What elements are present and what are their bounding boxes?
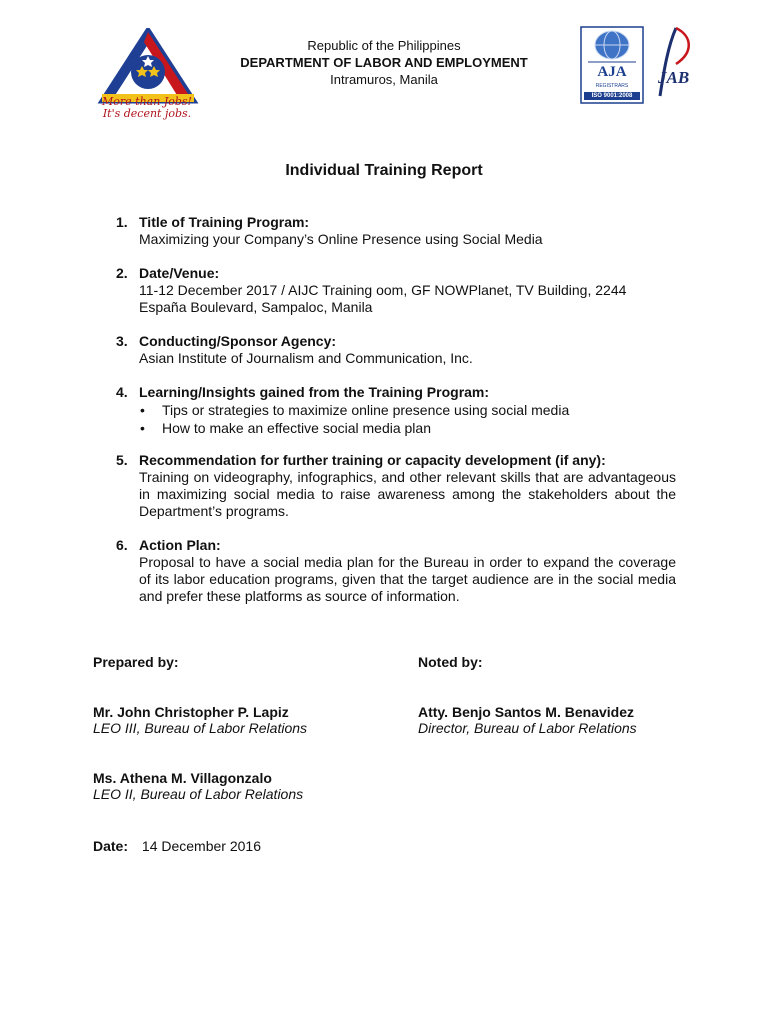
section-body-line2: España Boulevard, Sampaloc, Manila: [139, 299, 373, 315]
prepared-by-label: Prepared by:: [93, 654, 179, 670]
letterhead: [200, 38, 568, 88]
section-number: 1.: [116, 214, 128, 230]
report-title: Individual Training Report: [285, 162, 483, 179]
jab-logo: [646, 26, 700, 98]
preparer1-block: [93, 704, 307, 736]
preparer2-block: [93, 770, 303, 802]
section-body: Maximizing your Company’s Online Presence using Social Media: [139, 231, 543, 247]
dole-tagline: [97, 96, 197, 120]
list-item: • How to make an effective social media plan: [162, 419, 676, 437]
aja-subtext: REGISTRARS: [595, 83, 629, 89]
department-location: Intramuros, Manila: [330, 72, 438, 87]
section-heading: Conducting/Sponsor Agency:: [139, 333, 337, 349]
section-heading: Recommendation for further training or capacity development (if any):: [139, 452, 606, 468]
department-name: DEPARTMENT OF LABOR AND EMPLOYMENT: [240, 55, 528, 70]
section-heading: Learning/Insights gained from the Training Program:: [139, 384, 490, 400]
section-training-title: [116, 214, 676, 248]
section-learnings: [116, 384, 676, 437]
section-action-plan: [116, 537, 676, 605]
learnings-list: [116, 401, 676, 437]
section-number: 6.: [116, 537, 128, 553]
section-body: Asian Institute of Journalism and Communication, Inc.: [139, 350, 473, 366]
preparer1-name: Mr. John Christopher P. Lapiz: [93, 704, 289, 720]
republic-text: Republic of the Philippines: [307, 38, 461, 53]
section-date-venue: [116, 265, 676, 316]
noted-by-label: Noted by:: [418, 654, 483, 670]
list-item: • Tips or strategies to maximize online presence using social media: [162, 401, 676, 419]
preparer1-title: LEO III, Bureau of Labor Relations: [93, 720, 308, 736]
dole-logo: [92, 28, 204, 132]
aja-iso-badge: ISO 9001:2008: [584, 92, 640, 100]
noter-block: [418, 704, 637, 736]
section-recommendation: [116, 452, 676, 520]
date-line: [93, 838, 261, 854]
section-heading: Title of Training Program:: [139, 214, 310, 230]
section-body: Proposal to have a social media plan for the Bureau in order to expand the coverage of its labor education programs, given that the target audience are in the social media and prefer these platforms as source of information.: [139, 554, 676, 604]
section-number: 4.: [116, 384, 128, 400]
preparer2-name: Ms. Athena M. Villagonzalo: [93, 770, 272, 786]
noter-title: Director, Bureau of Labor Relations: [418, 720, 637, 736]
aja-text: AJA: [597, 64, 627, 80]
tagline-line2: It's decent jobs.: [102, 107, 192, 120]
noter-name: Atty. Benjo Santos M. Benavidez: [418, 704, 634, 720]
section-body: Training on videography, infographics, and other relevant skills that are advantageous in maximizing social media to raise awareness among the stakeholders about the Department’s programs.: [139, 469, 676, 519]
section-body-line1: 11-12 December 2017 / AIJC Training oom, GF NOWPlanet, TV Building, 2244: [139, 282, 627, 298]
aja-registrars-logo: [580, 26, 644, 104]
section-number: 5.: [116, 452, 128, 468]
section-sponsor-agency: [116, 333, 676, 367]
date-label: Date:: [93, 838, 129, 854]
preparer2-title: LEO II, Bureau of Labor Relations: [93, 786, 304, 802]
section-heading: Date/Venue:: [139, 265, 220, 281]
date-value: 14 December 2016: [141, 838, 261, 854]
jab-text: JAB: [658, 68, 690, 87]
section-number: 3.: [116, 333, 128, 349]
section-number: 2.: [116, 265, 128, 281]
tagline-line1: More than Jobs!: [102, 95, 192, 108]
section-heading: Action Plan:: [139, 537, 221, 553]
